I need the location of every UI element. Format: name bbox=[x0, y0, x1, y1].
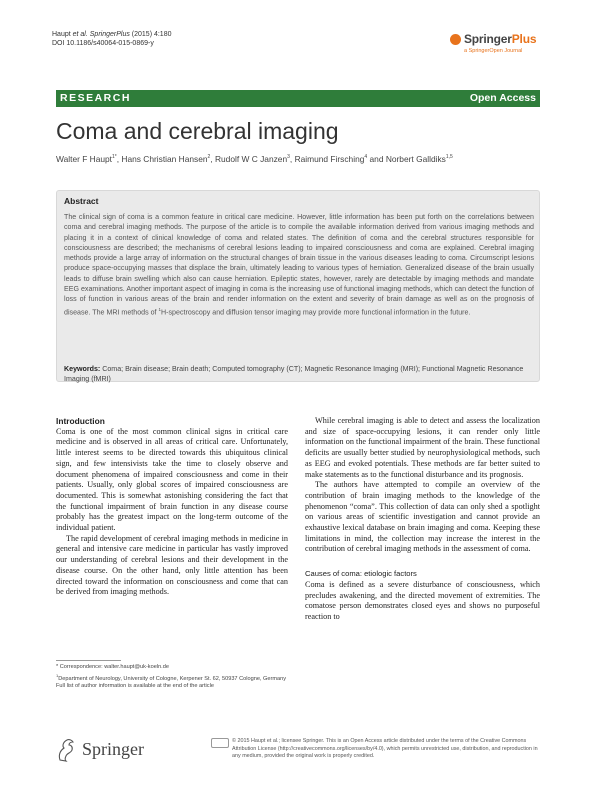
logo-subtitle: a SpringerOpen Journal bbox=[464, 48, 523, 54]
footnote-divider bbox=[56, 660, 121, 661]
paragraph: Coma is defined as a severe disturbance of consciousness, which precludes awakening, and the directed movement of extremities. The comatose person demonstrates closed eyes and shows no purposeful reaction to bbox=[305, 579, 540, 621]
abstract-box bbox=[56, 190, 540, 382]
open-access-label: Open Access bbox=[469, 92, 536, 104]
paragraph: The rapid development of cerebral imaging methods in medicine in general and intensive care medicine in particular has vastly improved our understanding of cerebral lesions and their development in the disease course. On the other hand, only little attention has been directed toward the information on consciousness and come that can be derived from imaging methods. bbox=[56, 533, 288, 597]
paragraph: Coma is one of the most common clinical signs in critical care medicine and is observed in all areas of critical care. Unfortunately, little interest seems to be directed towards this ubiquitous clinical sign, and few intensivists take the time to closely observe and document phenomena of impaired consciousness and come in their patients. Usually, only global scores of impaired consciousness are documented. This is somewhat astonishing considering the fact that the functional impairment of brain function in any disease course probably has the greatest impact on the long-term outcome of the individual patient. bbox=[56, 426, 288, 533]
logo-name: SpringerPlus bbox=[464, 32, 537, 46]
section-heading-introduction: Introduction bbox=[56, 416, 105, 426]
springer-logo bbox=[56, 740, 196, 762]
paragraph: While cerebral imaging is able to detect and assess the localization and size of space-occupying lesions, it can render only little information on the functional impairment of the brain. These functional deficits are usually better studied by neurophysiological methods, such as EEG and evoked potentials. These methods are far better suited to make statements as to the functional disturbance and its prognosis. bbox=[305, 416, 540, 479]
citation-line: Haupt et al. SpringerPlus (2015) 4:180 bbox=[52, 31, 172, 38]
springer-horse-icon bbox=[56, 738, 76, 762]
springerplus-logo-icon bbox=[450, 34, 461, 45]
article-type: RESEARCH bbox=[60, 92, 131, 104]
author[interactable]: Walter F Haupt$^{1*}$ bbox=[56, 154, 117, 164]
paragraph: The authors have attempted to compile an overview of the contribution of brain imaging methods to the knowledge of the phenomenon “coma”. This collection of data can only shed a spotlight on various areas of scientific investigation and cannot provide an exhaustive lexical database on brain imaging and coma. Keeping these limitations in mind, the collection may increase the interest in the contribution of cerebral imaging methods in the assessment of coma. bbox=[305, 480, 540, 554]
license-text: © 2015 Haupt et al.; licensee Springer. This is an Open Access article distributed under the terms of the Creative Commons Attribution License (http://creativecommons.org/licenses/by/4.0), which permits unrestricted use, distribution, and reproduction in any medium, provided the original work is properly credited. bbox=[232, 738, 538, 759]
author[interactable]: Raimund Firsching$^4$ bbox=[294, 154, 368, 164]
abstract-heading: Abstract bbox=[64, 196, 99, 206]
article-type-banner bbox=[56, 90, 540, 107]
author[interactable]: Rudolf W C Janzen$^3$ bbox=[214, 154, 290, 164]
footnote bbox=[56, 664, 288, 691]
author[interactable]: Norbert Galldiks$^{1,5}$ bbox=[385, 154, 453, 164]
creative-commons-icon bbox=[211, 738, 229, 748]
springerplus-logo bbox=[450, 34, 560, 58]
author[interactable]: Hans Christian Hansen$^2$ bbox=[121, 154, 211, 164]
article-title: Coma and cerebral imaging bbox=[56, 118, 339, 144]
left-column bbox=[56, 416, 288, 598]
keywords: Keywords: Coma; Brain disease; Brain death; Computed tomography (CT); Magnetic Resonance Imaging (MRI); Functional Magnetic Resonance Imaging (fMRI) bbox=[64, 365, 524, 383]
correspondence[interactable]: * Correspondence: walter.haupt@uk-koeln.de bbox=[56, 664, 169, 670]
doi[interactable]: DOI 10.1186/s40064-015-0869-y bbox=[52, 40, 154, 47]
springer-wordmark: Springer bbox=[82, 739, 144, 759]
right-column bbox=[305, 416, 540, 623]
abstract-text: The clinical sign of coma is a common feature in critical care medicine. However, little information has been put forth on the correlations between coma and cerebral imaging methods. The purpose of the article is to compile the available information derived from various imaging methods and placing it in a context of clinical knowledge of coma and related states. The definition of coma and the cerebral structures responsible for consciousness are described; the mechanisms of cerebral lesions leading to impaired consciousness and coma are explained. Cerebral imaging methods provide a large array of information on the structural changes of brain tissue in the various diseases leading to coma. Circumscript lesions produce space-occupying masses that displace the brain, ultimately leading to various types of herniation. Generalized disease of the brain usually leads to diffuse brain swelling which also can cause herniation. Epileptic states, however, rarely are detectable by imaging methods and mandate EEG examinations. Another important aspect of imaging in coma is the increasing use of functional imaging methods, which can detect the function of loss of function in various areas of the brain and render information on the extent and severity of brain damage as well as on the prognosis of disease. The MRI methods of $^1$H-spectroscopy and diffusion tensor imaging may provide more functional information in the future. bbox=[64, 213, 534, 317]
affiliation: $^1$Department of Neurology, University of Cologne, Kerpener St. 62, 50937 Cologne, Germany bbox=[56, 672, 287, 682]
section-heading-causes: Causes of coma: etiologic factors bbox=[305, 569, 417, 579]
author-info-note: Full list of author information is available at the end of the article bbox=[56, 683, 214, 690]
citation-block bbox=[52, 30, 172, 48]
author-list: Walter F Haupt$^{1*}$, Hans Christian Hansen$^2$, Rudolf W C Janzen$^3$, Raimund Firsching$^4$ and Norbert Galldiks$^{1,5}$ bbox=[56, 154, 453, 164]
